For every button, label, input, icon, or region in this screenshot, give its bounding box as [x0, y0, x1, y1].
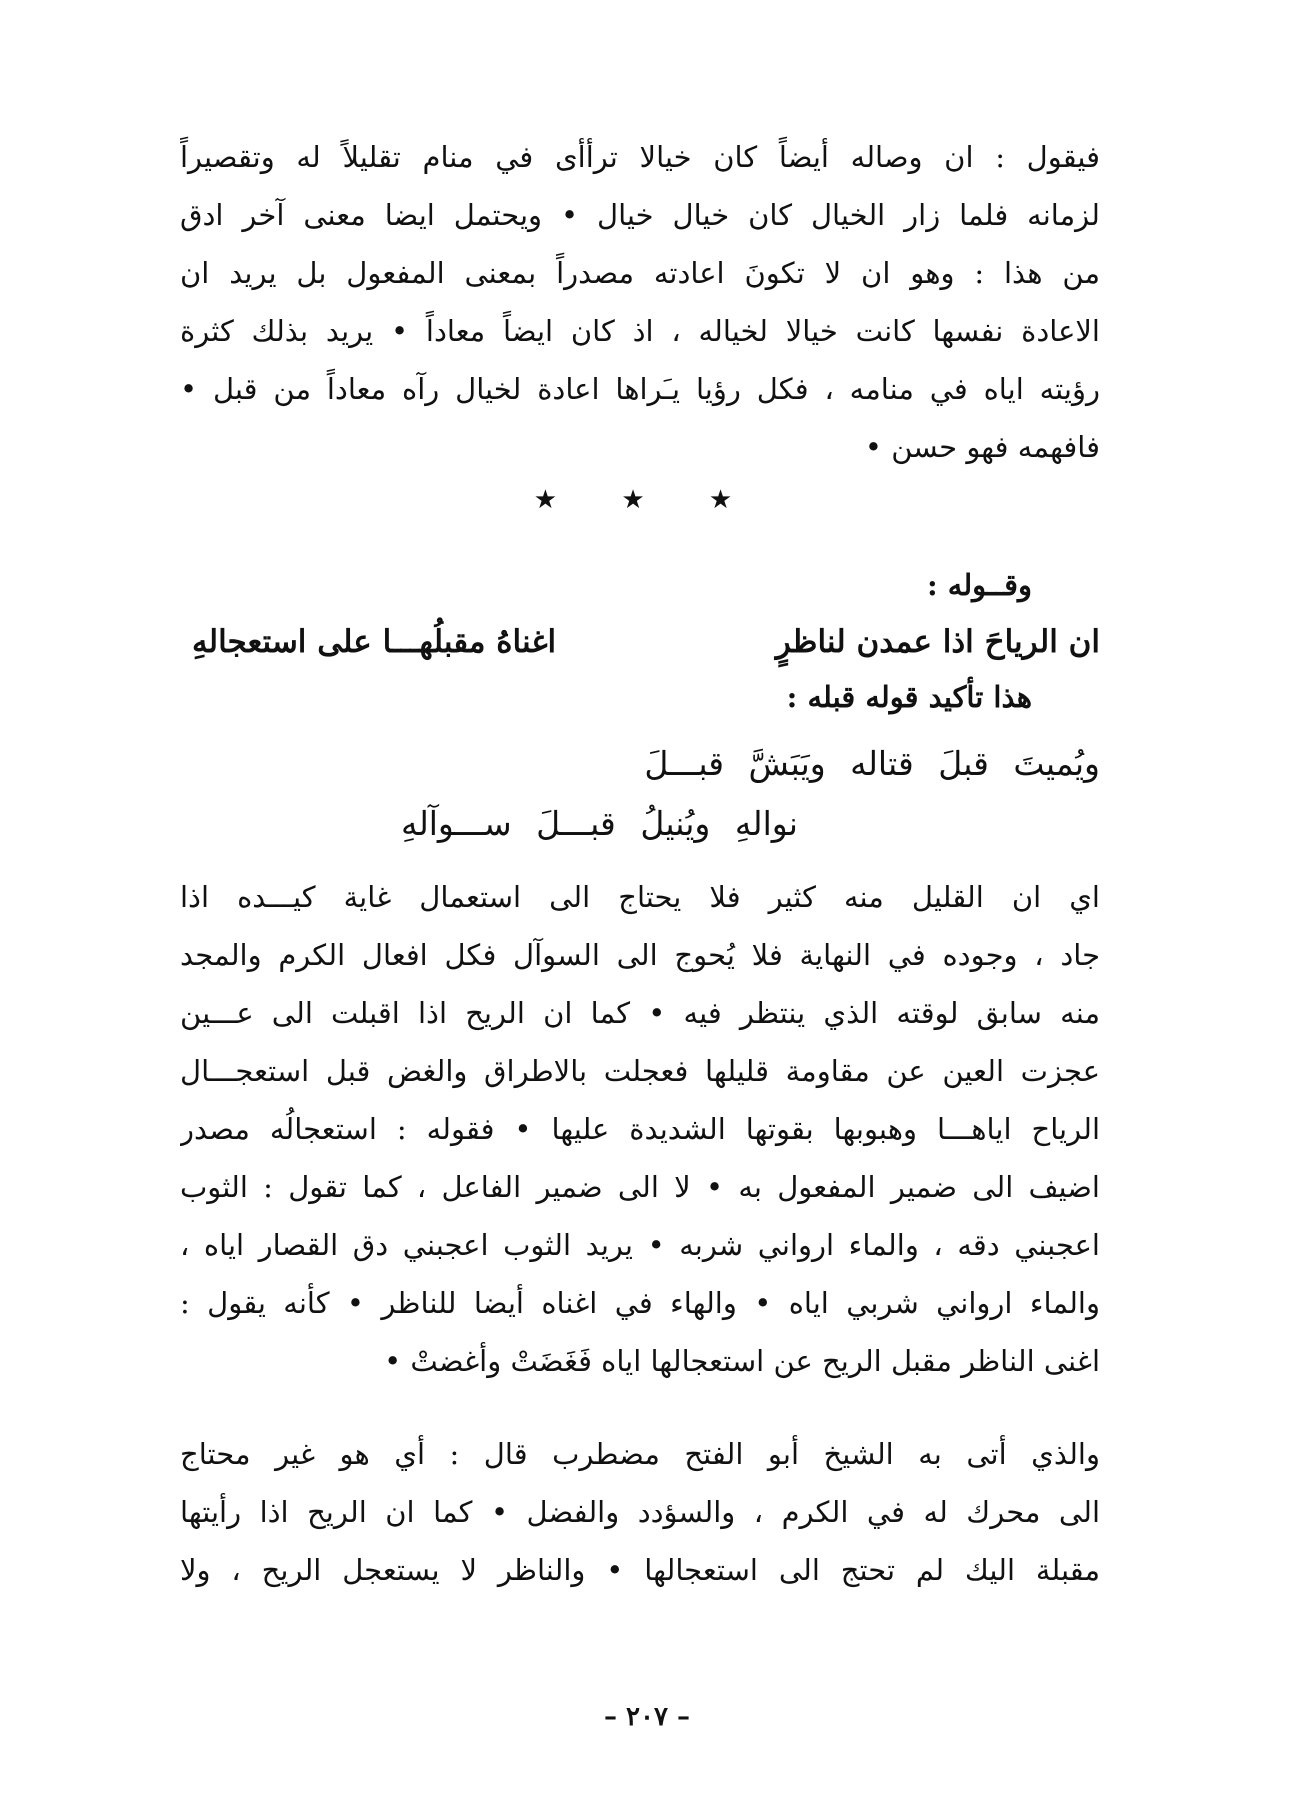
text-line: فيقول : ان وصاله أيضاً كان خيالا ترأأى في منام تقليلاً له وتقصيراً	[180, 140, 1100, 174]
paragraph-commentary-3	[180, 1425, 1100, 1599]
quoted-verse-line-2: نوالهِ ويُنيلُ قبـــلَ ســـوآلهِ	[401, 804, 798, 843]
verse-first-hemistich: ان الرياحَ اذا عمدن لناظرٍ	[775, 624, 1100, 660]
verse-second-hemistich: اغناهُ مقبلُهـــا على استعجالهِ	[192, 624, 557, 660]
text-line: اضيف الى ضمير المفعول به • لا الى ضمير الفاعل ، كما تقول : الثوب	[180, 1170, 1100, 1204]
emphasis-note: هذا تأكيد قوله قبله :	[786, 680, 1032, 714]
text-line: الاعادة نفسها كانت خيالا لخياله ، اذ كان ايضاً معاداً • يريد بذلك كثرة	[180, 314, 1100, 348]
text-line: رؤيته اياه في منامه ، فكل رؤيا يـَراها اعادة لخيال رآه معاداً من قبل •	[180, 372, 1100, 406]
text-line: عجزت العين عن مقاومة قليلها فعجلت بالاطراق والغض قبل استعجـــال	[180, 1054, 1100, 1088]
text-line: اي ان القليل منه كثير فلا يحتاج الى استعمال غاية كيـــده اذا	[180, 880, 1100, 914]
text-line: جاد ، وجوده في النهاية فلا يُحوج الى السوآل فكل افعال الكرم والمجد	[180, 938, 1100, 972]
page-number: – ٢٠٧ –	[603, 1702, 691, 1732]
text-line: من هذا : وهو ان لا تكونَ اعادته مصدراً بمعنى المفعول بل يريد ان	[180, 256, 1100, 290]
paragraph-commentary-1	[180, 128, 1100, 476]
text-line: لزمانه فلما زار الخيال كان خيال خيال • ويحتمل ايضا معنى آخر ادق	[180, 198, 1100, 232]
text-line: اغنى الناظر مقبل الريح عن استعجالها اياه فَغَضَتْ وأغضتْ •	[384, 1344, 1100, 1378]
text-line: منه سابق لوقته الذي ينتظر فيه • كما ان الريح اذا اقبلت الى عـــين	[180, 996, 1100, 1030]
verse-intro-label: وقــوله :	[926, 568, 1032, 602]
paragraph-commentary-2	[180, 868, 1100, 1390]
text-line: والذي أتى به الشيخ أبو الفتح مضطرب قال : أي هو غير محتاج	[180, 1437, 1100, 1471]
text-line: اعجبني دقه ، والماء ارواني شربه • يريد الثوب اعجبني دق القصار اياه ،	[180, 1228, 1100, 1262]
section-separator: ★ ★ ★	[533, 485, 761, 515]
quoted-verse-line-1: ويُميتَ قبلَ قتاله ويَبَشَّ قبـــلَ	[644, 744, 1100, 783]
text-line: فافهمه فهو حسن •	[864, 430, 1100, 464]
text-line: مقبلة اليك لم تحتج الى استعجالها • والناظر لا يستعجل الريح ، ولا	[180, 1553, 1100, 1587]
text-line: والماء ارواني شربي اياه • والهاء في اغناه أيضا للناظر • كأنه يقول :	[180, 1286, 1100, 1320]
text-line: الى محرك له في الكرم ، والسؤدد والفضل • كما ان الريح اذا رأيتها	[180, 1495, 1100, 1529]
text-line: الرياح اياهـــا وهبوبها بقوتها الشديدة عليها • فقوله : استعجالُه مصدر	[180, 1112, 1100, 1146]
